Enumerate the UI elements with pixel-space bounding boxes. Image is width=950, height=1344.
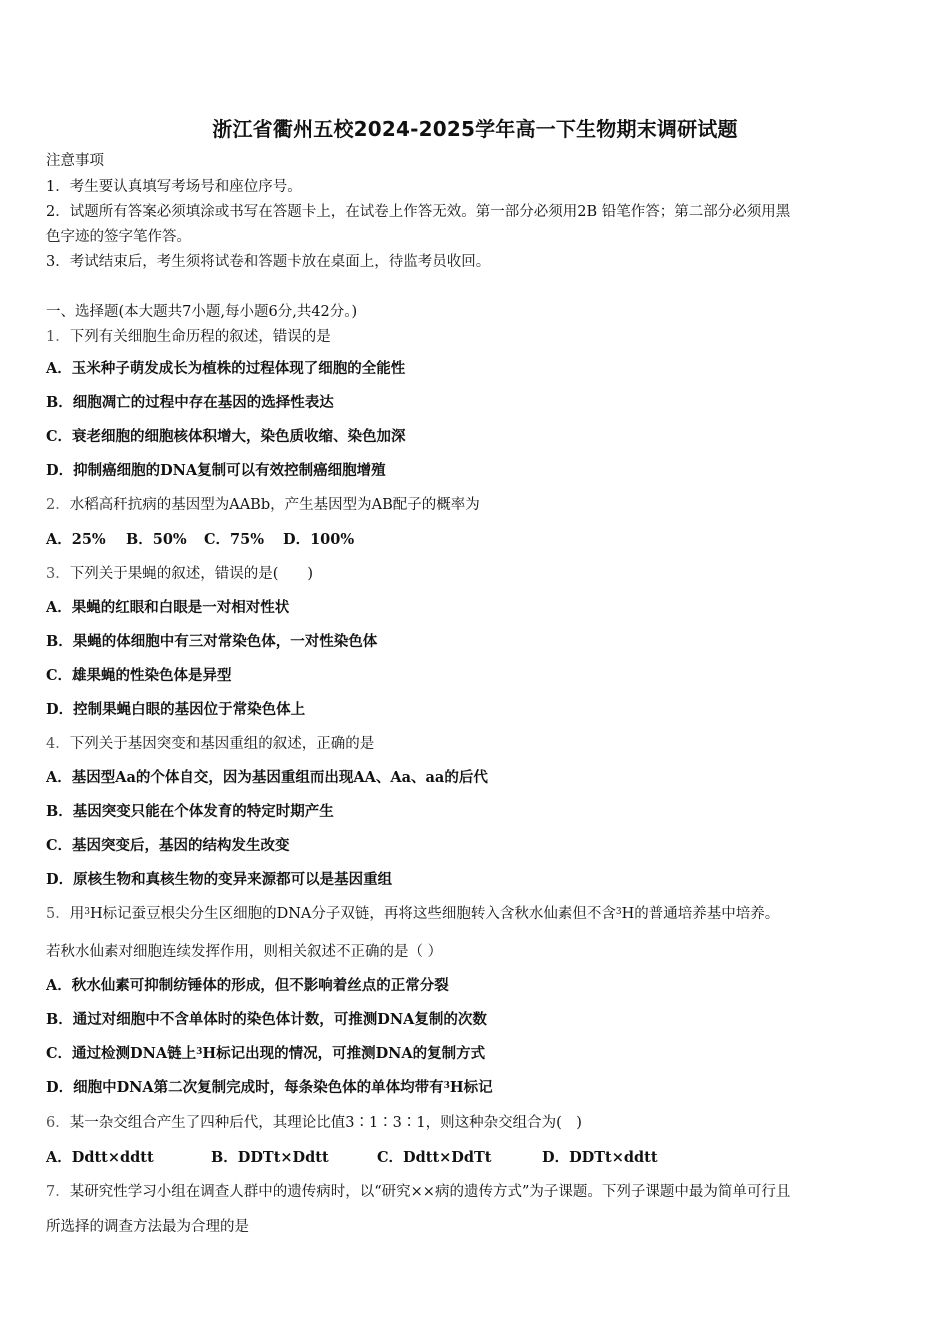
option-d: D．100% (283, 531, 355, 548)
option-d: D．DDTt×ddtt (542, 1149, 658, 1166)
question-text: H的普通培养基中培养。 (621, 906, 780, 922)
notice-heading: 注意事项 (46, 153, 104, 169)
option-d: D．控制果蝇白眼的基因位于常染色体上 (46, 701, 306, 718)
option-a: A．Ddtt×ddtt (46, 1149, 154, 1166)
question-number: 4． (46, 736, 70, 752)
superscript: 3 (196, 1047, 203, 1057)
option-b: B．DDTt×Ddtt (211, 1149, 329, 1166)
option-a: A．25% (46, 531, 106, 548)
option-b: B．基因突变只能在个体发育的特定时期产生 (46, 803, 334, 820)
notice-item: 3．考试结束后，考生须将试卷和答题卡放在桌面上，待监考员收回。 (46, 254, 491, 270)
option-d: D．抑制癌细胞的DNA复制可以有效控制癌细胞增殖 (46, 462, 386, 479)
section-heading: 一、选择题(本大题共7小题,每小题6分,共42分。) (46, 304, 358, 320)
question-3 (46, 564, 313, 584)
superscript: 3 (84, 907, 90, 917)
option-c: C．雄果蝇的性染色体是异型 (46, 667, 232, 684)
options-row (46, 1148, 658, 1168)
question-2 (46, 495, 480, 515)
option-c: C．75% (204, 531, 264, 548)
question-text: 用 (69, 906, 85, 922)
question-text: 某研究性学习小组在调查人群中的遗传病时，以“研究××病的遗传方式”为子课题。下列子课题中最为简单可行且 (69, 1184, 791, 1200)
option-c: C．Ddtt×DdTt (377, 1149, 492, 1166)
option-d: D．原核生物和真核生物的变异来源都可以是基因重组 (46, 871, 393, 888)
question-text: H标记蚕豆根尖分生区细胞的DNA分子双链，再将这些细胞转入含秋水仙素但不含 (89, 906, 616, 922)
question-1 (46, 327, 331, 347)
option-text: H标记出现的情况，可推测DNA的复制方式 (202, 1045, 486, 1062)
option-text: C．通过检测DNA链上 (46, 1045, 197, 1062)
option-d (46, 1078, 493, 1098)
question-text: 某一杂交组合产生了四种后代，其理论比值3∶1∶3∶1，则这种杂交组合为( ) (69, 1115, 582, 1131)
option-b: B．50% (126, 531, 187, 548)
question-text-cont: 所选择的调查方法最为合理的是 (46, 1219, 249, 1235)
option-a: A．果蝇的红眼和白眼是一对相对性状 (46, 599, 290, 616)
question-number: 2． (46, 497, 70, 513)
option-b: B．细胞凋亡的过程中存在基因的选择性表达 (46, 394, 334, 411)
question-number: 1． (46, 329, 70, 345)
option-c: C．衰老细胞的细胞核体积增大，染色质收缩、染色加深 (46, 428, 406, 445)
option-c: C．基因突变后，基因的结构发生改变 (46, 837, 290, 854)
option-text: H标记 (449, 1079, 493, 1096)
notice-item: 2．试题所有答案必须填涂或书写在答题卡上，在试卷上作答无效。第一部分必须用2B 铅笔作答；第二部分必须用黑 (46, 204, 791, 220)
question-6 (46, 1113, 582, 1133)
option-a: A．玉米种子萌发成长为植株的过程体现了细胞的全能性 (46, 360, 406, 377)
page-title: 浙江省衢州五校2024-2025学年高一下生物期末调研试题 (212, 117, 738, 141)
options-row (46, 530, 354, 550)
question-text: 下列有关细胞生命历程的叙述，错误的是 (69, 329, 331, 345)
question-text: 水稻高秆抗病的基因型为AABb，产生基因型为AB配子的概率为 (69, 497, 480, 513)
question-4 (46, 734, 374, 754)
option-b: B．果蝇的体细胞中有三对常染色体，一对性染色体 (46, 633, 378, 650)
notice-item: 色字迹的签字笔作答。 (46, 229, 191, 245)
question-7 (46, 1182, 790, 1202)
superscript: 3 (443, 1081, 450, 1091)
question-text: 下列关于基因突变和基因重组的叙述，正确的是 (69, 736, 375, 752)
question-number: 7． (46, 1184, 70, 1200)
superscript: 3 (615, 907, 622, 917)
question-5 (46, 904, 779, 924)
question-number: 6． (46, 1115, 70, 1131)
notice-item: 1．考生要认真填写考场号和座位序号。 (46, 179, 302, 195)
question-number: 3． (46, 566, 70, 582)
question-text: 下列关于果蝇的叙述，错误的是( ) (69, 566, 314, 582)
option-a: A．秋水仙素可抑制纺锤体的形成，但不影响着丝点的正常分裂 (46, 977, 449, 994)
question-text-cont: 若秋水仙素对细胞连续发挥作用，则相关叙述不正确的是（ ） (46, 944, 443, 960)
option-b: B．通过对细胞中不含单体时的染色体计数，可推测DNA复制的次数 (46, 1011, 487, 1028)
option-c (46, 1044, 485, 1064)
question-number: 5． (46, 906, 70, 922)
option-text: D．细胞中DNA第二次复制完成时，每条染色体的单体均带有 (46, 1079, 444, 1096)
option-a: A．基因型Aa的个体自交，因为基因重组而出现AA、Aa、aa的后代 (46, 769, 488, 786)
